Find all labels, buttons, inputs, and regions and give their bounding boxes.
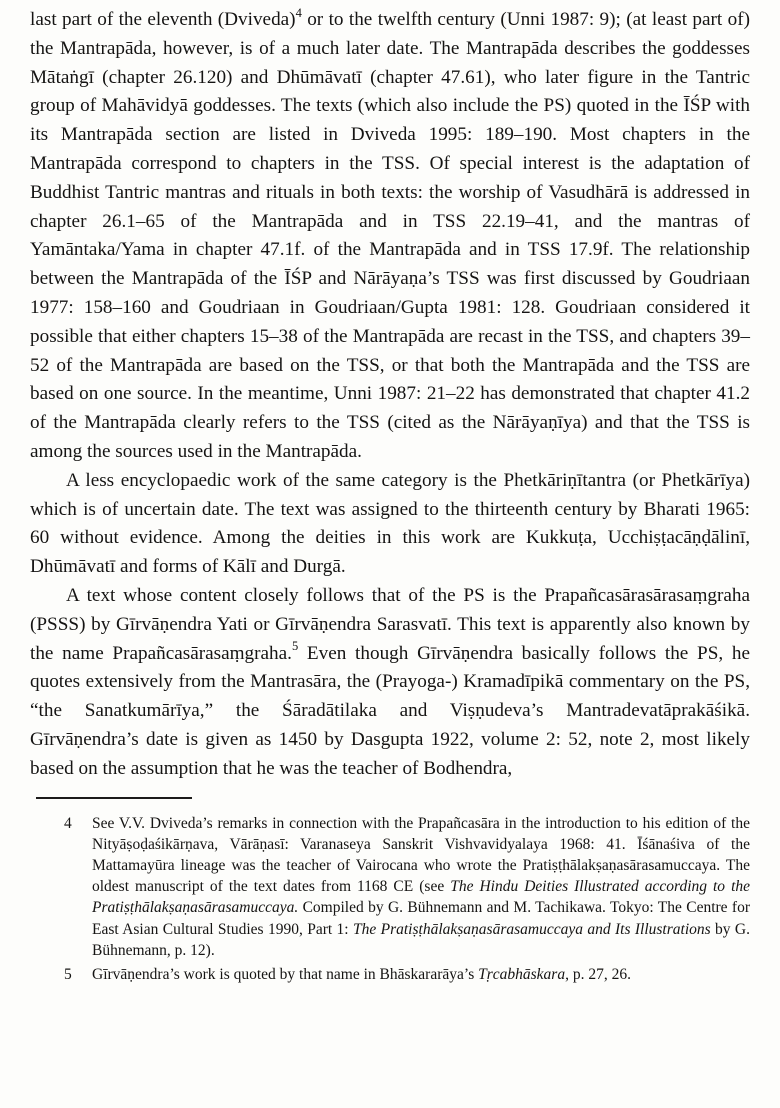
- paragraph-1-text-b: or to the twelfth century (Unni 1987: 9); (at least part of) the Mantrapāda, however, is of a much later date. The Mantrapāda describes the goddesses Mātaṅgī (chapter 26.120) and Dhūmāvatī (chapter 47.61), who later figure in the Tantric group of Mahāvidyā goddesses. The texts (which also include the PS) quoted in the ĪŚP with its Mantrapāda section are listed in Dviveda 1995: 189–190. Most chapters in the Mantrapāda correspond to chapters in the TSS. Of special interest is the adaptation of Buddhist Tantric mantras and rituals in both texts: the worship of Vasudhārā is addressed in chapter 26.1–65 of the Mantrapāda and in TSS 22.19–41, and the mantras of Yamāntaka/Yama in chapter 47.1f. of the Mantrapāda and in TSS 17.9f. The relationship between the Mantrapāda of the ĪŚP and Nārāyaṇa’s TSS was first discussed by Goudriaan 1977: 158–160 and Goudriaan in Goudriaan/Gupta 1981: 128. Goudriaan considered it possible that either chapters 15–38 of the Mantrapāda are recast in the TSS, and chapters 39–52 of the Mantrapāda are based on the TSS, or that both the Mantrapāda and the TSS are based on one source. In the meantime, Unni 1987: 21–22 has demonstrated that chapter 41.2 of the Mantrapāda clearly refers to the TSS (cited as the Nārāyaṇīya) and that the TSS is among the sources used in the Mantrapāda.: [30, 9, 750, 462]
- footnote-5-book-title: Tṛcabhāskara: [478, 965, 566, 983]
- paragraph-3-text-a: A text whose content closely follows that of the PS is the Prapañcasārasārasaṃgraha (PSSS) by Gīrvāṇendra Yati or Gīrvāṇendra Sarasvatī. This text is apparently also known by the name Prapañcasārasaṃgraha.: [30, 584, 750, 664]
- footnote-4-text: [92, 815, 750, 959]
- body-text: [30, 6, 750, 784]
- footnote-separator: [36, 797, 192, 799]
- paragraph-1: [30, 6, 750, 467]
- paragraph-3-text-b: Even though Gīrvāṇendra basically follows the PS, he quotes extensively from the Mantrasāra, the (Prayoga-) Kramadīpikā commentary on the PS, “the Sanatkumārīya,” the Śāradātilaka and Viṣṇudeva’s Mantradevatāprakāśikā. Gīrvāṇendra’s date is given as 1450 by Dasgupta 1922, volume 2: 52, note 2, most likely based on the assumption that he was the teacher of Bodhendra,: [30, 642, 750, 779]
- footnote-5-seg-2: , p. 27, 26.: [565, 965, 631, 983]
- footnote-5-number: 5: [64, 965, 72, 983]
- footnote-ref-4: 4: [295, 5, 302, 20]
- footnote-5-text: [92, 966, 631, 983]
- footnote-4: [64, 813, 750, 961]
- footnote-4-seg-1: See V.V. Dviveda’s remarks in connection with the Prapañcasāra in the introduction to his edition of the Nityāṣoḍaśikārṇava, Vārāṇasī: Varanaseya Sanskrit Vishvavidyalaya 1968: 41. Īśānaśiva of the Mattamayūra lineage was the teacher of Vairocana who wrote the Pratiṣṭhālakṣaṇasārasamuccaya. The oldest manuscript of the text dates from 1168 CE (see: [92, 814, 750, 896]
- footnote-4-book-title-1: The Hindu Deities Illustrated according to the Pratiṣṭhālakṣaṇasārasamuccaya.: [92, 878, 751, 917]
- paragraph-2-text: A less encyclopaedic work of the same category is the Phetkāriṇītantra (or Phetkārīya) which is of uncertain date. The text was assigned to the thirteenth century by Bharati 1965: 60 without evidence. Among the deities in this work are Kukkuṭa, Ucchiṣṭacāṇḍālinī, Dhūmāvatī and forms of Kālī and Durgā.: [30, 469, 750, 578]
- footnote-4-seg-3: by G. Bühnemann, p. 12).: [92, 920, 751, 959]
- paragraph-1-text-a: last part of the eleventh (Dviveda): [30, 9, 296, 30]
- footnote-4-book-title-2: The Pratiṣṭhālakṣaṇasārasamuccaya and Its Illustrations: [353, 920, 711, 938]
- footnote-5: [64, 964, 750, 985]
- footnote-5-seg-1: Gīrvāṇendra’s work is quoted by that name in Bhāskararāya’s: [92, 965, 479, 983]
- footnote-ref-5: 5: [291, 639, 299, 654]
- footnote-4-number: 4: [64, 814, 72, 832]
- footnote-4-seg-2: Compiled by G. Bühnemann and M. Tachikawa. Tokyo: The Centre for East Asian Cultural Studies 1990, Part 1:: [92, 899, 750, 938]
- paragraph-2: [30, 467, 750, 582]
- paragraph-3: [30, 582, 750, 784]
- footnote-list: [30, 813, 750, 986]
